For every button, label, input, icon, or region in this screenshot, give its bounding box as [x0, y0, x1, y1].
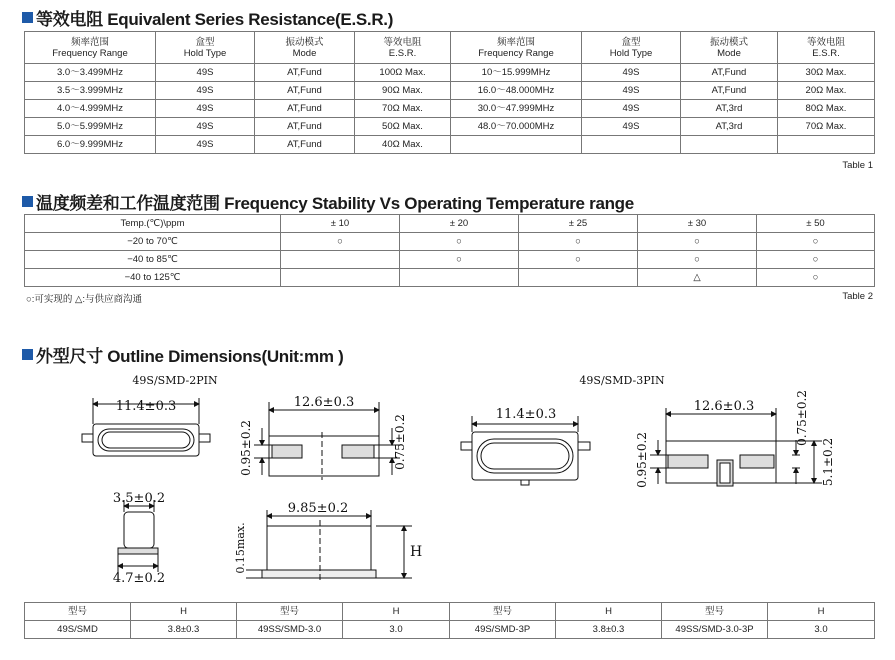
h-value: 3.0	[343, 621, 450, 639]
header-en: E.S.R.	[812, 47, 840, 59]
dim-3pin-pad-075: 0.75±0.2	[795, 390, 809, 446]
h-table-header-row	[25, 603, 875, 621]
stability-mark-cell: ○	[757, 233, 875, 251]
stability-header-cell: ± 50	[757, 215, 875, 233]
esr-cell: 70Ω Max.	[355, 100, 451, 118]
stability-mark-cell: ○	[400, 233, 519, 251]
esr-cell: 49S	[156, 136, 255, 154]
esr-cell: 100Ω Max.	[355, 64, 451, 82]
model-value: 49S/SMD	[25, 621, 131, 639]
stability-mark-cell: ○	[638, 251, 757, 269]
dim-2pin-length: 12.6±0.3	[293, 395, 355, 410]
esr-cell: 3.0～3.499MHz	[25, 64, 156, 82]
esr-cell: AT,3rd	[681, 118, 778, 136]
esr-cell: 10～15.999MHz	[451, 64, 582, 82]
h-header: H	[343, 603, 450, 621]
esr-cell: 49S	[582, 118, 681, 136]
stability-header-cell: Temp.(℃)\ppm	[25, 215, 281, 233]
stability-header-cell: ± 10	[281, 215, 400, 233]
header-en: Frequency Range	[478, 47, 554, 59]
esr-cell: AT,Fund	[255, 100, 355, 118]
esr-cell: 49S	[156, 100, 255, 118]
esr-cell: AT,Fund	[681, 64, 778, 82]
esr-cell: 80Ω Max.	[778, 100, 875, 118]
h-value: 3.8±0.3	[131, 621, 237, 639]
dim-3pin-width: 11.4±0.3	[495, 407, 557, 422]
stability-mark-cell: ○	[519, 251, 638, 269]
dim-2pin-pad-075: 0.75±0.2	[393, 414, 407, 470]
esr-cell: AT,Fund	[255, 64, 355, 82]
stability-mark-cell: ○	[757, 269, 875, 287]
label-2pin: 49S/SMD-2PIN	[132, 374, 218, 387]
h-table-value-row	[25, 621, 875, 639]
esr-cell: 49S	[156, 64, 255, 82]
esr-cell: 40Ω Max.	[355, 136, 451, 154]
esr-cell: 48.0～70.000MHz	[451, 118, 582, 136]
stability-mark-cell: ○	[638, 233, 757, 251]
model-header: 型号	[450, 603, 556, 621]
header-cn: 等效电阻	[383, 36, 422, 48]
section-title-outline: 外型尺寸 Outline Dimensions(Unit:mm )	[22, 342, 343, 367]
2pin-pad-view	[254, 402, 400, 480]
h-value: 3.0	[768, 621, 875, 639]
dim-3pin-height-51: 5.1±0.2	[821, 437, 835, 487]
header-cn: 等效电阻	[806, 36, 845, 48]
header-cn: 振动模式	[709, 36, 748, 48]
table-2-label: Table 2	[842, 291, 873, 302]
stability-mark-cell: ○	[757, 251, 875, 269]
dim-end-47: 4.7±0.2	[112, 571, 166, 586]
esr-cell: 6.0～9.999MHz	[25, 136, 156, 154]
esr-cell: 5.0～5.999MHz	[25, 118, 156, 136]
h-header: H	[556, 603, 662, 621]
esr-cell: 49S	[582, 64, 681, 82]
model-header: 型号	[237, 603, 343, 621]
esr-cell: 20Ω Max.	[778, 82, 875, 100]
h-header: H	[768, 603, 875, 621]
esr-cell: AT,Fund	[255, 118, 355, 136]
dim-side-985: 9.85±0.2	[287, 501, 349, 516]
header-cn: 振动模式	[285, 36, 324, 48]
esr-cell: 70Ω Max.	[778, 118, 875, 136]
model-value: 49SS/SMD-3.0	[237, 621, 343, 639]
model-value: 49SS/SMD-3.0-3P	[662, 621, 768, 639]
temp-range-cell: −20 to 70℃	[25, 233, 281, 251]
stability-mark-cell: △	[638, 269, 757, 287]
header-en: Mode	[292, 47, 317, 59]
h-header: H	[131, 603, 237, 621]
h-value: 3.8±0.3	[556, 621, 662, 639]
label-3pin: 49S/SMD-3PIN	[579, 374, 665, 387]
esr-cell: 50Ω Max.	[355, 118, 451, 136]
header-cn: 盒型	[195, 36, 215, 48]
model-header: 型号	[662, 603, 768, 621]
esr-cell: 16.0～48.000MHz	[451, 82, 582, 100]
2pin-end-view	[118, 500, 158, 572]
section-title-stability: 温度频差和工作温度范围 Frequency Stability Vs Operating Temperature range	[22, 189, 634, 214]
esr-cell: 4.0～4.999MHz	[25, 100, 156, 118]
stability-legend-note: ○:可实现的 △:与供应商沟通	[26, 294, 142, 305]
esr-cell: 30Ω Max.	[778, 64, 875, 82]
esr-cell: AT,Fund	[255, 136, 355, 154]
dim-side-h: H	[410, 544, 423, 560]
esr-cell: 30.0～47.999MHz	[451, 100, 582, 118]
stability-header-cell: ± 20	[400, 215, 519, 233]
dim-3pin-pad-095: 0.95±0.2	[635, 432, 649, 488]
stability-header-cell: ± 30	[638, 215, 757, 233]
model-value: 49S/SMD-3P	[450, 621, 556, 639]
header-en: Frequency Range	[52, 47, 128, 59]
stability-mark-cell: ○	[281, 233, 400, 251]
esr-cell: 49S	[156, 82, 255, 100]
esr-cell: AT,Fund	[681, 82, 778, 100]
temp-range-cell: −40 to 125℃	[25, 269, 281, 287]
esr-cell: 3.5～3.999MHz	[25, 82, 156, 100]
dim-2pin-pad-095: 0.95±0.2	[239, 420, 253, 476]
3pin-top-view	[461, 416, 590, 485]
dim-2pin-width: 11.4±0.3	[115, 399, 177, 414]
stability-header-cell: ± 25	[519, 215, 638, 233]
header-en: Hold Type	[183, 47, 227, 59]
dim-end-35: 3.5±0.2	[112, 491, 166, 506]
2pin-side-profile	[246, 510, 412, 582]
temp-range-cell: −40 to 85℃	[25, 251, 281, 269]
stability-mark-cell: ○	[519, 233, 638, 251]
h-table	[24, 602, 875, 639]
header-en: Mode	[717, 47, 741, 59]
table-1-label: Table 1	[842, 160, 873, 171]
header-cn: 频率范围	[70, 36, 109, 48]
esr-cell: 90Ω Max.	[355, 82, 451, 100]
esr-cell: 49S	[582, 82, 681, 100]
header-cn: 盒型	[621, 36, 641, 48]
esr-cell: 49S	[156, 118, 255, 136]
model-header: 型号	[25, 603, 131, 621]
esr-cell: 49S	[582, 100, 681, 118]
header-en: Hold Type	[609, 47, 653, 59]
esr-cell: AT,Fund	[255, 82, 355, 100]
header-cn: 频率范围	[496, 36, 535, 48]
section-title-esr: 等效电阻 Equivalent Series Resistance(E.S.R.)	[22, 5, 393, 30]
dim-3pin-length: 12.6±0.3	[693, 399, 755, 414]
stability-mark-cell: ○	[400, 251, 519, 269]
header-en: E.S.R.	[388, 47, 417, 59]
esr-cell: AT,3rd	[681, 100, 778, 118]
dim-side-015max: 0.15max.	[234, 522, 247, 574]
